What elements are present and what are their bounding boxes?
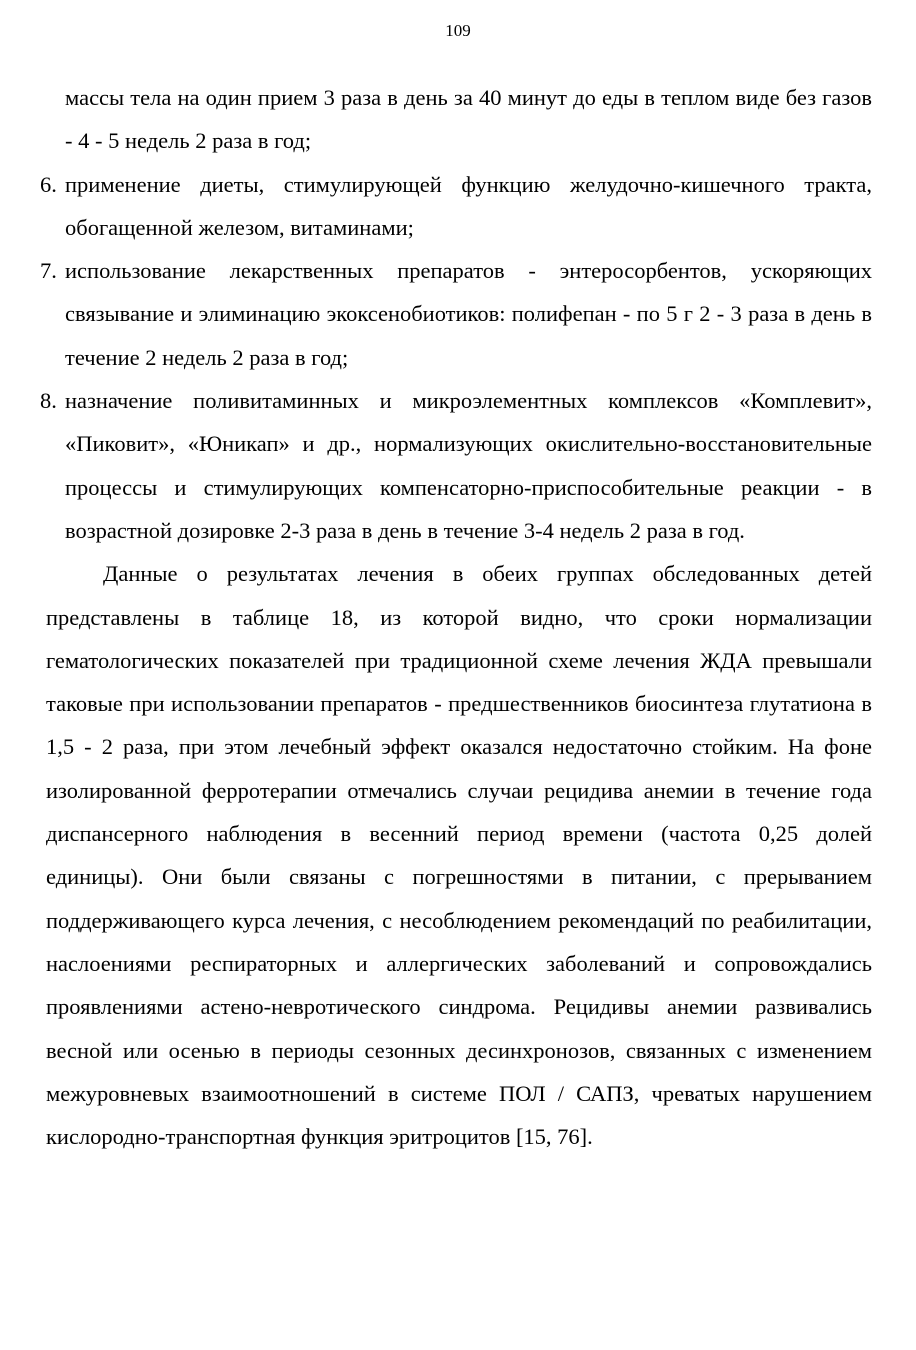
list-item-text: использование лекарственных препаратов - энтеросорбентов, ускоряющих связывание и элиминацию экоксенобиотиков: полифепан - по 5 г 2 - 3 раза в день в течение 2 недель 2 раза в год; bbox=[65, 258, 872, 370]
list-item bbox=[40, 249, 872, 379]
list-item-continuation: массы тела на один прием 3 раза в день за 40 минут до еды в теплом виде без газов - 4 - 5 недель 2 раза в год; bbox=[65, 85, 872, 154]
list-item-text: применение диеты, стимулирующей функцию желудочно-кишечного тракта, обогащенной железом, витаминами; bbox=[65, 171, 872, 240]
list-item-text: назначение поливитаминных и микроэлементных комплексов «Комплевит», «Пиковит», «Юникап» и др., нормализующих окислительно-восстановительные процессы и стимулирующих компенсаторно-приспособительные реакции - в возрастной дозировке 2-3 раза в день в течение 3-4 недель 2 раза в год. bbox=[65, 388, 872, 543]
body-paragraph: Данные о результатах лечения в обеих группах обследованных детей представлены в таблице 18, из которой видно, что сроки нормализации гематологических показателей при традиционной схеме лечения ЖДА превышали таковые при использовании препаратов - предшественников биосинтеза глутатиона в 1,5 - 2 раза, при этом лечебный эффект оказался недостаточно стойким. На фоне изолированной ферротерапии отмечались случаи рецидива анемии в течение года диспансерного наблюдения в весенний период времени (частота 0,25 долей единицы). Они были связаны с погрешностями в питании, с прерыванием поддерживающего курса лечения, с несоблюдением рекомендаций по реабилитации, наслоениями респираторных и аллергических заболеваний и сопровождались проявлениями астено-невротического синдрома. Рецидивы анемии развивались весной или осенью в периоды сезонных десинхронозов, связанных с изменением межуровневых взаимоотношений в системе ПОЛ / САПЗ, чреватых нарушением кислородно-транспортная функция эритроцитов [15, 76]. bbox=[46, 561, 872, 1150]
list-item-number: 7. bbox=[40, 258, 57, 284]
page-number: 109 bbox=[445, 21, 471, 40]
list-item-number: 6. bbox=[40, 171, 57, 197]
list-item bbox=[40, 163, 872, 250]
page-body bbox=[40, 76, 872, 1158]
list-item bbox=[40, 379, 872, 552]
numbered-list bbox=[40, 163, 872, 553]
list-item-number: 8. bbox=[40, 388, 57, 414]
